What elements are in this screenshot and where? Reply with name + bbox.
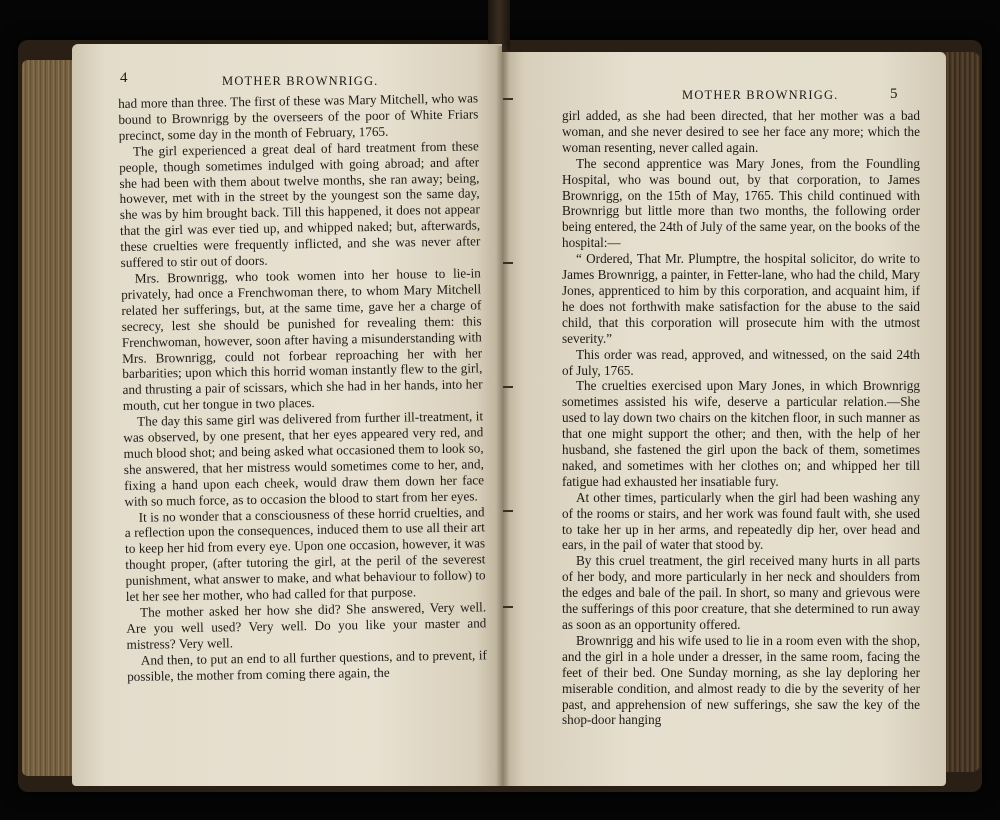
page-number-right: 5 [890, 86, 898, 102]
binding-stitch [503, 606, 513, 608]
paragraph: By this cruel treatment, the girl received many hurts in all parts of her body, and more particularly in her neck and shoulders from the edges and bale of the pail. In short, so many and grievous were the sufferings of this poor creature, that she determined to run away as soon as an opportunity offered. [562, 553, 920, 632]
paragraph: The second apprentice was Mary Jones, from the Foundling Hospital, who was bound out, by that corporation, to James Brownrigg, on the 15th of May, 1765. This child continued with Brownrigg but little more than two months, the following order being entered, the 24th of July of the same year, on the books of the hospital:— [562, 155, 920, 251]
paragraph: At other times, particularly when the girl had been washing any of the rooms or stairs, and her work was found fault with, she used to take her up in her arms, and repeatedly dip her, over head and ears, in the pail of water that stood by. [562, 489, 920, 553]
paragraph: The mother asked her how she did? She answered, Very well. Are you well used? Very well. Do you like your master and mistress? Very well. [126, 599, 487, 652]
paragraph: girl added, as she had been directed, that her mother was a bad woman, and she never desired to see her face any more; which the woman resenting, never called again. [562, 108, 920, 155]
right-page [502, 52, 946, 786]
binding-stitch [503, 262, 513, 264]
paragraph: The day this same girl was delivered from further ill-treatment, it was observed, by one present, that her eyes appeared very red, and much blood shot; and being asked what occasioned them to look so, she answered, that her mistress would sometimes come to her, and, fixing a hand upon each cheek, would draw them down her face with so much force, as to occasion the blood to start from her eyes. [123, 408, 485, 509]
binding-stitch [503, 98, 513, 100]
paragraph: This order was read, approved, and witnessed, on the said 24th of July, 1765. [562, 346, 920, 378]
page-edges-left [22, 60, 78, 776]
left-page [72, 44, 502, 786]
paragraph: It is no wonder that a consciousness of these horrid cruelties, and a reflection upon the consequences, induced them to use all their art to keep her hid from every eye. Upon one occasion, however, it was thought proper, (after tutoring the girl, at the peril of the severest punishment, what answer to make, and what behaviour to follow) to let her see her mother, who had called for that purpose. [124, 503, 486, 605]
paragraph: Brownrigg and his wife used to lie in a room even with the shop, and the girl in a hole under a dresser, in the same room, facing the feet of their bed. One Sunday morning, as she lay deploring her miserable condition, and almost ready to die by the severity of her past, and apprehension of new sufferings, she saw the key of the shop-door hanging [562, 632, 920, 728]
binding-stitch [503, 510, 513, 512]
running-head-left: MOTHER BROWNRIGG. [222, 74, 379, 88]
left-page-text [118, 90, 487, 684]
paragraph: “ Ordered, That Mr. Plumptre, the hospital solicitor, do write to James Brownrigg, a painter, in Fetter-lane, who had the child, Mary Jones, apprenticed to him by this corporation, and acquaint him, if he does not forthwith make satisfaction for the abuse to the said child, that this corporation will prosecute him with the utmost severity.” [562, 251, 920, 346]
paragraph: The cruelties exercised upon Mary Jones, in which Brownrigg sometimes assisted his wife, deserve a particular relation.—She used to lay down two chairs on the kitchen floor, in such manner as that one might support the other; and then, with the help of her husband, she fastened the girl upon the back of them, sometimes naked, and sometimes with her clothes on; and whipped her till fatigue had exhausted her insatiable fury. [562, 378, 920, 489]
page-number-left: 4 [120, 70, 128, 86]
cover-edge-right [940, 52, 980, 772]
paragraph: And then, to put an end to all further questions, and to prevent, if possible, the mother from coming there again, the [126, 646, 487, 684]
paragraph: The girl experienced a great deal of hard treatment from these people, though sometimes indulged with going abroad; and after she had been with them about twelve months, she ran away; being, however, met with in the street by the youngest son the same day, she was by him brought back. Till this happened, it does not appear that the girl was ever tied up, and whipped naked; but, afterwards, these cruelties were frequently inflicted, and she was never after suffered to stir out of doors. [118, 138, 481, 271]
paragraph: Mrs. Brownrigg, who took women into her house to lie-in privately, had once a Frenchwoman there, to whom Mary Mitchell related her sufferings, but, at the same time, gave her a charge of secrecy, lest she should be punished for revealing them: this Frenchwoman, however, soon after having a misunderstanding with Mrs. Brownrigg, could not forbear reproaching her with her barbarities; upon which this horrid woman instantly flew to the girl, and thrusting a pair of scissars, which she had in her hands, into her mouth, cut her tongue in two places. [120, 265, 483, 414]
book-gutter [496, 46, 510, 786]
running-head-right: MOTHER BROWNRIGG. [682, 88, 839, 102]
paragraph: had more than three. The first of these was Mary Mitchell, who was bound to Brownrigg by the overseers of the poor of White Friars precinct, some day in the month of February, 1765. [118, 90, 479, 143]
bookmark-ribbon [488, 0, 510, 50]
right-page-text [562, 108, 920, 728]
binding-stitch [503, 386, 513, 388]
